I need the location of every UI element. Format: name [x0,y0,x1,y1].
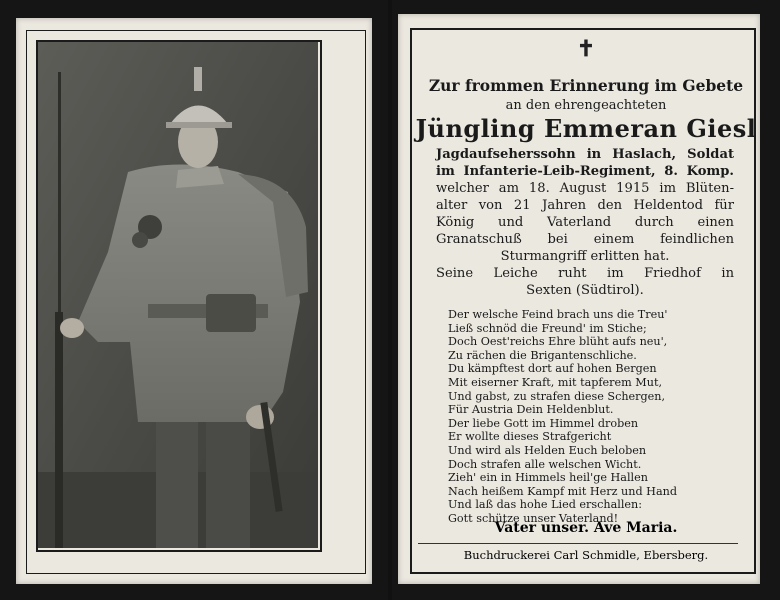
bio-line: Granatschuß bei einem feindlichen [436,232,734,247]
poem-line: Und gabst, zu strafen diese Schergen, [448,389,666,403]
poem-line: Nach heißem Kampf mit Herz und Hand [448,484,677,498]
outer-border [26,30,366,574]
poem-line: Doch strafen alle welschen Wicht. [448,457,642,471]
bio-line: König und Vaterland durch einen [436,215,734,230]
poem-line: Zieh' ein in Himmels heil'ge Hallen [448,471,648,485]
poem-line: Er wollte dieses Strafgericht [448,430,612,444]
poem-line: Der liebe Gott im Himmel droben [448,416,639,430]
memorial-text-card [392,0,780,600]
deceased-name: Jüngling Emmeran Giesl [415,114,757,143]
printer-credit: Buchdruckerei Carl Schmidle, Ebersberg. [463,548,709,562]
memorial-poem [448,308,728,526]
poem-line: Ließ schnöd die Freund' im Stiche; [448,321,647,335]
poem-line: Doch Oest'reichs Ehre blüht aufs neu', [448,335,668,349]
poem-line: Und wird als Helden Euch beloben [448,443,647,457]
photo-card [0,0,388,600]
bio-line: welcher am 18. August 1915 im Blüten- [436,181,734,196]
bio-line: Seine Leiche ruht im Friedhof in [436,266,734,281]
intro-line-2: an den ehrengeachteten [505,98,667,113]
divider [418,543,738,544]
poem-line: Gott schütze unser Vaterland! [448,511,619,525]
bio-line: Sturmangriff erlitten hat. [500,249,670,264]
poem-line: Du kämpftest dort auf hohen Bergen [448,362,657,376]
bio-line: im Infanterie-Leib-Regiment, 8. Komp. [436,164,734,179]
poem-line: Der welsche Feind brach uns die Treu' [448,308,668,321]
poem-line: Und laß das hohe Lied erschallen: [448,498,643,512]
bio-line: alter von 21 Jahren den Heldentod für [436,198,734,213]
biography-paragraph [436,146,734,299]
cross-icon: ✝ [576,36,596,62]
bio-line: Sexten (Südtirol). [526,283,644,298]
prayer-line: Vater unser. Ave Maria. [494,520,678,536]
intro-line-1: Zur frommen Erinnerung im Gebete [428,76,744,95]
poem-line: Mit eiserner Kraft, mit tapferem Mut, [448,375,663,389]
poem-line: Für Austria Dein Heldenblut. [448,403,614,417]
bio-line: Jagdaufseherssohn in Haslach, Soldat [436,147,734,162]
poem-line: Zu rächen die Brigantenschliche. [448,348,637,362]
